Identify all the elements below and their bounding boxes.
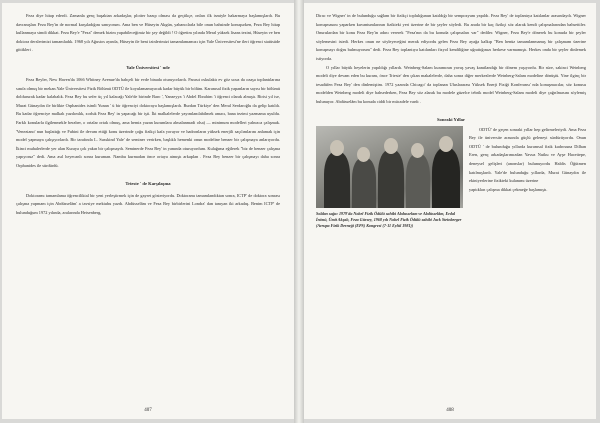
left-page (2, 3, 294, 419)
page-number-left: 407 (144, 408, 152, 413)
person-head (439, 136, 453, 152)
person-figure (324, 152, 350, 208)
heading-yale: Yale Üniversitesi ' nde (126, 64, 170, 70)
later-years-paragraph: ODTÜ' de geçen sonraki yıllar hep gelirmeleriydi. Ama Feza Bey ile üniversite arasında güçlü geleneyi sürdürüyordu. Onun ODTÜ ' de bulunduğu yıllarda kuramsal fizik kadrosuna Dilhan Eren, genç arkadaşlarımızdan Yavuz Nutku ve Ayşe Hacettepe, deneysel gelişleri (anonslar) bulunuyordu Haldis Öğütmen katılmışlardı. Yale'de bulunduğu yıllarda, Murat Günaydın ile ekiniyerlerine fizikteki kulanımı üzerine (469, 126, 586, 184)
person-head (411, 143, 424, 158)
symposium-paragraph: Dirac ve Wigner' in de bulunduğu sağlam bir fizikçi toplulığunun katıldığı bir sempozyum yapıldı. Feza Bey' de toplantıya katılanlar arasındaydı. Wigner konuşmasını yaparken kuvantumlarının fizikteki yeri üzerine de bir şeyler söyledi. Bu arada bir kaç fizikçi söz alarak kendi çalışmalarından bahsettiler. Onurulardan bir konu Feza Bey'in adını vererek "Feza'nın da bu konuda çalışmaları var" dediler. Wigner, Feza Bey'e dönerek bu konuda bir şeyler söylemesini istedi. Herkes onun ne söyleyeceğini merak ediyordu gelen Feza Bey ayağa kalkıp "Ben henüz tamamlanmamış bir çalışmam üzerine konuşmayı doğru bulmuyorum" dedi. Feza Bey toplantıya katılanları fizyol kendiliğine uğrattığınızı herkese varmamıştı. Herkes onda bir şeyler dinlemek istiyorda. (316, 13, 586, 61)
person-figure (352, 158, 376, 208)
weinberg-paragraph: O yıllar büyük heyelerin yapıldığı yıllardı. Weinberg-Salam kuramının yavaş yavaş kanıtlandığı bir dönem yaşıyordu. Bir süre, sakinci Weinberg modeli diye devam eden bu kuram, önce Trieste' den çıkan makalelerde, daha sonra diğer merkezlerde Weinberg-Salam modeline dönüştü. Yine ilginç bir tesadüfen Feza Bey' den dinlemiştim. 1972 yazında Chicago' da toplanan Uluslararası Yüksek Enerji Fiziği Konferansı' nda konuşmacılar, söz konusu modelden Weinberg modeli diye bahsederken, Feza Bey söz alarak bu modele güzelce tebrik model Weinberg-Salam modeli diye çağrılmasını söylemiş bulunuyor. Abdüsselâm bu konuda ciddi bir mücadele vardı . (316, 64, 586, 104)
intro-paragraph: Feza diye hitap ederdi. Zamanla genç başaktan arkadaşlar, plotter bazıp olması da geçtikçe, onları ilk ismiyle hakarmaya başlamışlardı. Bu davranışları Feza Bey'in de normal karşıladığını sanıyorum. Ama ben ve Hüseyin Akgün, yabancılarla bile onun bahsinde konuşurken, Feza Bey hitap kullanmaya simdi dikkat. Feza Bey'e "Feza" demek bizim yapabileceğimiz bir şey değildi ! O öğretim yılında Meral yüksek lisans tezini, Hüseyin ve ben doktora derslerimizi tamamladık. 1968 yılı Ağustos ayında, Hüseyin ile beni izinlerimizi tamamlamamızı için Yale Üniversitesi'ne ileri öğrenci statüsüde gittikleri . (16, 13, 280, 53)
heading-trieste: Trieste ' de Karşılaşma (125, 180, 171, 186)
page-number-right: 408 (446, 408, 454, 413)
person-figure (378, 150, 404, 208)
person-figure (432, 148, 460, 208)
person-head (384, 138, 398, 154)
trieste-paragraph: Doktoramı tamamlama öğrenciliktal bir yeni yerleştirmek için de gayret gösteriyordu. Doktoramı tamamlandıktan sonra, ICTP' de doktora sonrası çalışma yapmam için Abdüsselâm' a tavsiye mektubu yazdı. Abdüsselâm ve Feza Bey birbirlerini Londra' dan tanıyan iki arkadaş. Benim ICTP' de bulunduğum 1972 yılında, aralarında Heisenberg, (16, 192, 280, 215)
figure-row (316, 126, 586, 230)
later-years-tail: yaptıkları çalışma dikkat çekmeğe başlamıştı. (469, 186, 548, 192)
yale-paragraph: Feza Beyler, New Haven'da 1066 Whitney Avenue'da bahçeli bir evde binada oturuyorlardı. Parasıt oskulaktı ev göz ucuz da ozaşa toplantılarına sınıfa olmuş bir mekan.Yale Üniversitesi Fizik Bölümü ODTÜ ile koyulamamıyacak kadar büyük bir bölüm. Karanısal fizik yapanların sayısı bir bölümü doldururak kadar kalabalık. Feza Bey bu sefer üç yıl kalacağı Yale'de birinde Baro ', Yanzeyya 'i Abdel Ebrahim 'i öğrenci olarak almıştı. Birisi yıl ise, Murat Günaydın ile birlikte Orphanides isimli Yunan ' ü bir öğrenciyi doktoraya başlamışlardı. Burdan Türkiye' den Meral Serdaroğlu da gelip katıldı. Bu kadar öğrenciye malkalı yazılımlık, zorluk Feza Bey' in yapacağı bir işti. İki malkalelerde yayımlanılabilmek amacı, bana tezimi yazmama uyuldu. Farklı konularla ilgilenmekle beraber, o ortalar ortak olmuş, ama hemiz yazan kurumlara almalanmadi olsa) — minimum modelleri yalnızca çalışmak. 'Veneziano' nun başlattığı ve Fubini ile devam ettiği konu üzerinde çoğu fizikçi kafa yoruyor ve hadronların yüksek enerjili saçılımlarını anlamak için model yapmaya çalışıyorlardı. Bir tarafında L. Susskind Yale' de seminer verirken, başlıklı hemenki onun modeline benzer bir çalışmaya anlarıyordu. İkinci muhalerlerde yer alan Kuraya çok yakın bir çalışmaydı. Seminerde Feza Bey' in yanında oturuyordum. Kulağıma eğilerek "biz de benzer çalışma yapıyoruz" dedi. Ama asıl heyecanlı sonra kuruman. Nambu kurmadan önce ortaya atmıştı arkaplan . Feza Bey benzer bir çalışmayı daha sonra Orphanides ile sürdürdü. (16, 76, 280, 168)
book-gutter (294, 0, 304, 423)
photo-caption: Soldan sağa: 1979'da Nobel Fizik Ödülü sahibi Abdusselam ve Abdüsselâm, Erdal İnönü, Ümit Akşalı, Feza Gürsey, 1968 yılı Nobel Fizik Ödülü sahibi Jack Steinberger (Avrupa Fizik Derneği (EPS) Kongresi (7-11 Eylül 1981)) (316, 210, 462, 229)
photo-column (316, 126, 463, 230)
person-figure (406, 154, 430, 208)
right-page (304, 3, 596, 419)
person-head (357, 147, 370, 162)
group-photo (316, 126, 463, 208)
later-years-text (463, 126, 586, 230)
person-head (330, 140, 344, 156)
heading-later-years: Sonraki Yıllar (436, 116, 466, 122)
